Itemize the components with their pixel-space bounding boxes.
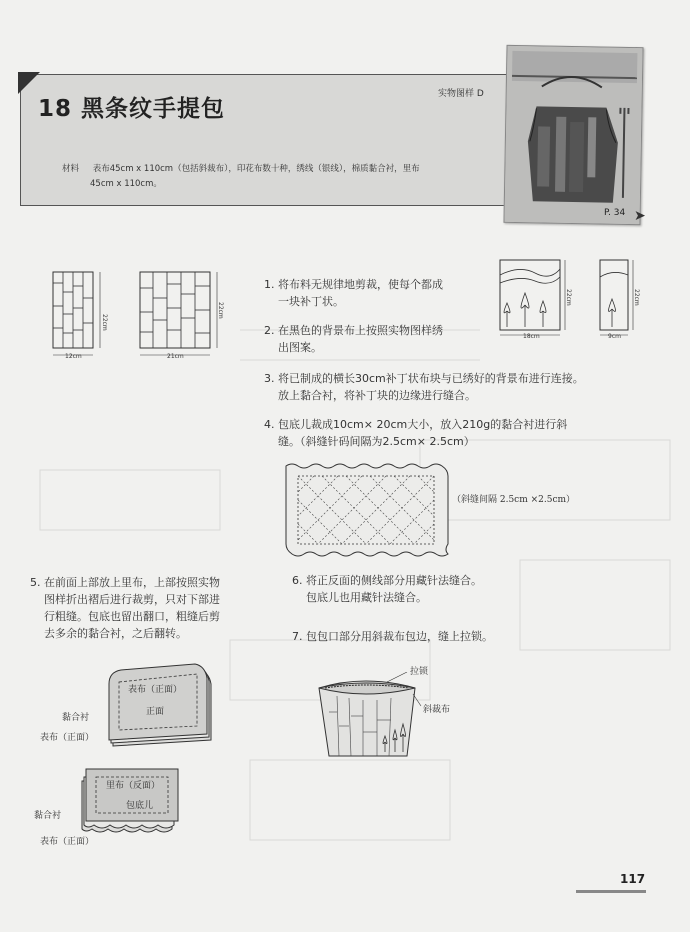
sample-label: 实物图样 D	[438, 89, 484, 99]
label-zipper: 拉锁	[410, 667, 429, 677]
label-lining-back: 里布（反面）	[106, 781, 161, 791]
dim-emb-large-width: 18cm	[523, 333, 540, 340]
quilted-bottom-diagram	[282, 462, 452, 558]
label-front-fabric-face: 表布（正面）	[128, 685, 183, 695]
finished-bag-diagram	[315, 672, 425, 762]
step-2: 2. 在黑色的背景布上按照实物图样绣 出图案。	[264, 324, 443, 354]
step-5: 5. 在前面上部放上里布，上部按照实物 图样折出褶后进行裁剪，只对下部进 行粗缝。包底也留出翻口，粗缝后剪 去多余的黏合衬，之后翻转。	[30, 576, 220, 640]
materials-line1: 表布45cm x 110cm（包括斜裁布），印花布数十种，绣线（银线），棉质黏合衬，里布	[92, 164, 420, 174]
step-3: 3. 将已制成的横长30cm补丁状布块与已绣好的背景布进行连接。 放上黏合衬，将补丁块的边缘进行缝合。	[264, 372, 584, 402]
page-title: 18 黑条纹手提包	[38, 96, 226, 122]
photo-page-ref: P. 34	[604, 208, 626, 218]
step-4: 4. 包底儿裁成10cm× 20cm大小，放入210g的黏合衬进行斜 缝。（斜缝针码间隔为2.5cm× 2.5cm）	[264, 418, 568, 448]
page-number-rule	[576, 890, 646, 893]
product-photo	[503, 45, 643, 225]
quilted-bottom-outline	[286, 464, 448, 556]
dim-small-height: 22cm	[101, 314, 108, 331]
step-6: 6. 将正反面的侧线部分用藏针法缝合。 包底儿也用藏针法缝合。	[292, 574, 482, 604]
label-outer-face-1: 表布（正面）	[40, 733, 95, 743]
cursor-arrow-icon: ➤	[634, 208, 646, 224]
label-interfacing-2: 黏合衬	[34, 811, 62, 821]
step-1: 1. 将布料无规律地剪裁，使每个都成 一块补丁状。	[264, 278, 443, 308]
label-front-face: 正面	[146, 707, 165, 717]
dim-small-width: 12cm	[65, 353, 82, 360]
handbag-photo-illustration	[504, 46, 642, 224]
materials-text	[62, 162, 482, 192]
step-7: 7. 包包口部分用斜裁布包边，缝上拉锁。	[292, 630, 493, 643]
dim-large-width: 21cm	[167, 353, 184, 360]
front-panel-shape	[109, 664, 207, 740]
dim-emb-small-height: 22cm	[633, 289, 640, 306]
quilt-spacing-note: （斜缝间隔 2.5cm ×2.5cm）	[452, 495, 576, 505]
dim-emb-small-width: 9cm	[608, 333, 621, 340]
dim-large-height: 22cm	[217, 302, 224, 319]
patchwork-panels-diagram	[45, 268, 225, 368]
materials-line2: 45cm x 110cm。	[90, 179, 162, 189]
label-bottom: 包底儿	[126, 801, 154, 811]
materials-label: 材料	[62, 164, 80, 174]
label-bias-binding: 斜裁布	[423, 705, 451, 715]
dim-emb-large-height: 22cm	[565, 289, 572, 306]
embroidery-panel-small	[600, 260, 628, 330]
embroidery-panels-diagram	[495, 255, 645, 345]
label-outer-face-2: 表布（正面）	[40, 837, 95, 847]
label-interfacing-1: 黏合衬	[62, 713, 90, 723]
page-number: 117	[620, 872, 646, 886]
corner-marker	[18, 72, 40, 94]
